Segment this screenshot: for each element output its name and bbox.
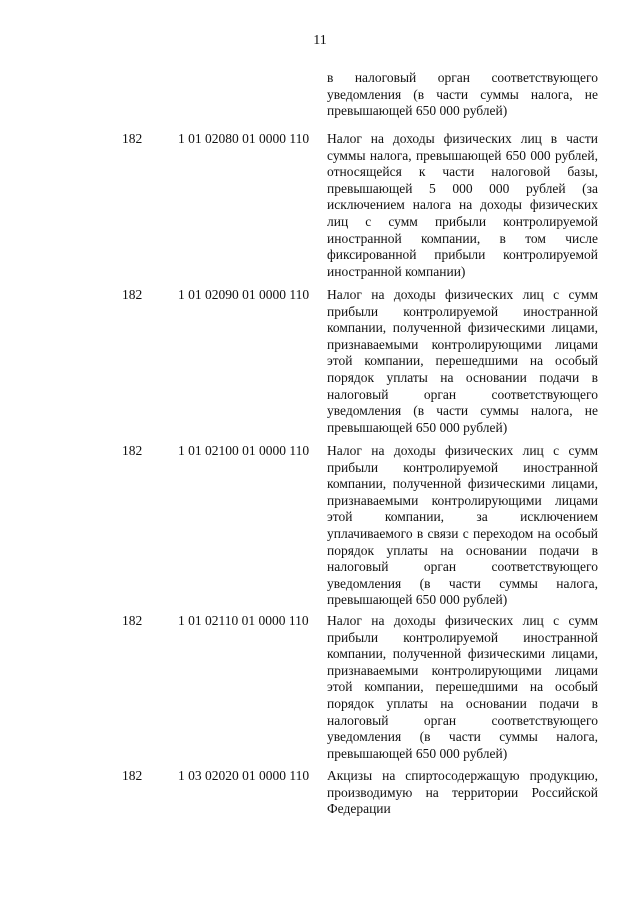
page-number: 11 [313,33,327,48]
admin-code-cell: 182 [122,768,143,783]
admin-code-cell: 182 [122,443,143,458]
budget-code-cell: 1 03 02020 01 0000 110 [178,768,310,783]
description-cell: Налог на доходы физических лиц с сумм прибыли контролируемой иностранной компании, полученной физическими лицами, признаваемыми контролирующими лицами этой компании, перешедшими на особый порядок уплаты на основании подачи в налоговый орган соответствующего уведомления (в части суммы налога, не превышающей 650 000 рублей) [327,287,598,435]
description-cell: Налог на доходы физических лиц в части суммы налога, превышающей 650 000 рублей, относящейся к части налоговой базы, превышающей 5 000 000 рублей (за исключением налога на доходы физических лиц с сумм прибыли контролируемой иностранной компании, в том числе фиксированной прибыли контролируемой иностранной компании) [327,131,598,279]
admin-code-cell: 182 [122,613,143,628]
description-cell: в налоговый орган соответствующего уведомления (в части суммы налога, не превышающей 650 000 рублей) [327,70,598,119]
description-cell: Налог на доходы физических лиц с сумм прибыли контролируемой иностранной компании, полученной физическими лицами, признаваемыми контролирующими лицами этой компании, перешедшими на особый порядок уплаты на основании подачи в налоговый орган соответствующего уведомления (в части суммы налога, превышающей 650 000 рублей) [327,613,598,761]
budget-code-cell: 1 01 02110 01 0000 110 [178,613,309,628]
admin-code-cell: 182 [122,131,143,146]
admin-code-cell: 182 [122,287,143,302]
budget-code-cell: 1 01 02100 01 0000 110 [178,443,310,458]
budget-code-cell: 1 01 02090 01 0000 110 [178,287,310,302]
description-cell: Акцизы на спиртосодержащую продукцию, производимую на территории Российской Федерации [327,768,598,817]
budget-code-cell: 1 01 02080 01 0000 110 [178,131,310,146]
description-cell: Налог на доходы физических лиц с сумм прибыли контролируемой иностранной компании, полученной физическими лицами, признаваемыми контролирующими лицами этой компании, за исключением уплачиваемого в связи с переходом на особый порядок уплаты на основании подачи в налоговый орган соответствующего уведомления (в части суммы налога, превышающей 650 000 рублей) [327,443,598,608]
